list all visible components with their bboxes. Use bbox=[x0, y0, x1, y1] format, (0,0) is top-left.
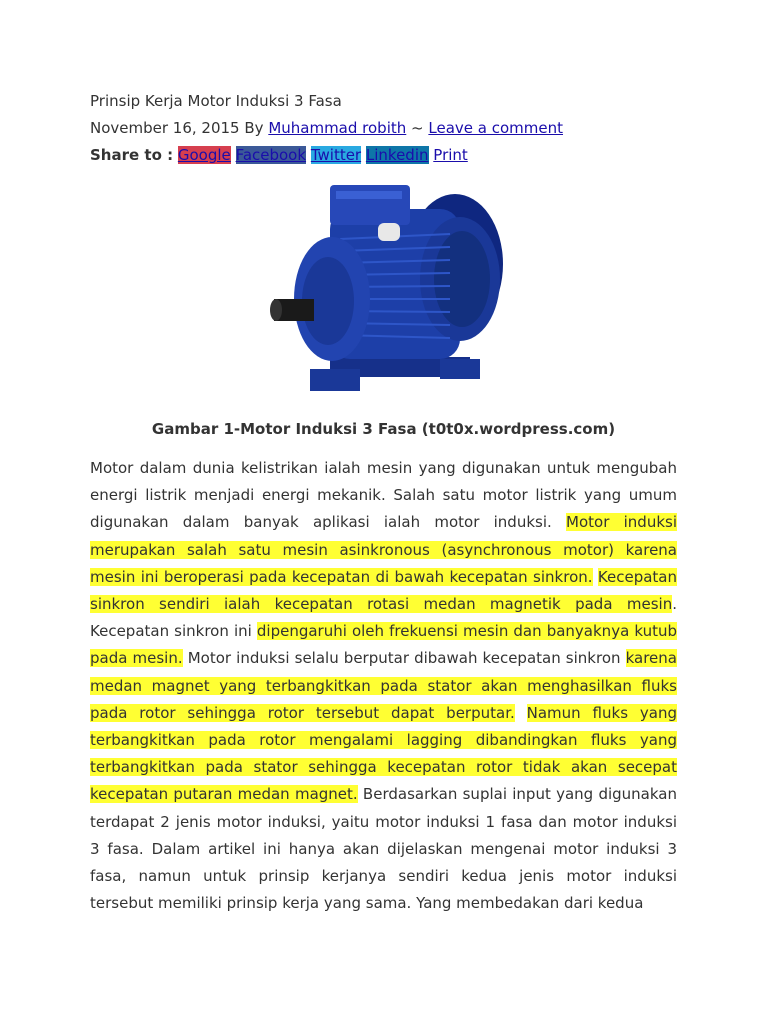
highlighted-text: karena medan magnet yang terbangkitkan pada stator akan menghasilkan fluks pada rotor sehingga rotor tersebut dapat berputar. bbox=[90, 649, 677, 722]
document-page bbox=[90, 88, 677, 917]
electric-motor-image bbox=[270, 179, 510, 411]
body-segment: Berdasarkan suplai input yang digunakan terdapat 2 jenis motor induksi, yaitu motor induksi 1 fasa dan motor induksi 3 fasa. Dalam artikel ini hanya akan dijelaskan mengenai motor induksi 3 fasa, namun untuk prinsip kerjanya sendiri kedua jenis motor induksi tersebut memiliki prinsip kerja yang sama. Yang membedakan dari kedua bbox=[90, 785, 677, 913]
share-bar bbox=[90, 142, 677, 169]
body-segment bbox=[515, 704, 527, 722]
body-segment: . Kecepatan sinkron ini bbox=[90, 595, 677, 641]
article-meta bbox=[90, 115, 677, 142]
highlighted-text: Kecepatan sinkron sendiri ialah kecepatan rotasi medan magnetik pada mesin bbox=[90, 567, 677, 614]
share-print-link[interactable]: Print bbox=[433, 146, 468, 164]
highlighted-text: Motor induksi merupakan salah satu mesin asinkronous (asynchronous motor) karena mesin ini beroperasi pada kecepatan di bawah kecepatan sinkron. bbox=[90, 513, 678, 586]
meta-separator: ~ bbox=[406, 119, 429, 137]
highlighted-text: dipengaruhi oleh frekuensi mesin dan banyaknya kutub pada mesin. bbox=[90, 622, 677, 668]
share-linkedin-link[interactable]: Linkedin bbox=[365, 146, 429, 164]
author-link[interactable]: Muhammad robith bbox=[268, 119, 407, 137]
article-body bbox=[90, 455, 677, 917]
share-google-link[interactable]: Google bbox=[177, 146, 231, 164]
share-twitter-link[interactable]: Twitter bbox=[310, 146, 362, 164]
motor-figure bbox=[90, 179, 677, 411]
highlighted-text: Namun fluks yang terbangkitkan pada rotor mengalami lagging dibandingkan fluks yang terbangkitkan pada stator sehingga kecepatan rotor tidak akan secepat kecepatan putaran medan magnet. bbox=[90, 703, 677, 804]
body-segment: Motor dalam dunia kelistrikan ialah mesin yang digunakan untuk mengubah energi listrik menjadi energi mekanik. Salah satu motor listrik yang umum digunakan dalam banyak aplikasi ialah motor induksi. bbox=[90, 459, 677, 532]
leave-comment-link[interactable]: Leave a comment bbox=[428, 119, 563, 137]
share-facebook-link[interactable]: Facebook bbox=[235, 146, 307, 164]
article-title: Prinsip Kerja Motor Induksi 3 Fasa bbox=[90, 92, 342, 110]
share-label: Share to : bbox=[90, 146, 174, 164]
figure-caption: Gambar 1-Motor Induksi 3 Fasa (t0t0x.wordpress.com) bbox=[151, 420, 616, 438]
body-segment: Motor induksi selalu berputar dibawah kecepatan sinkron bbox=[182, 649, 626, 668]
date-text: November 16, 2015 By bbox=[90, 119, 269, 137]
